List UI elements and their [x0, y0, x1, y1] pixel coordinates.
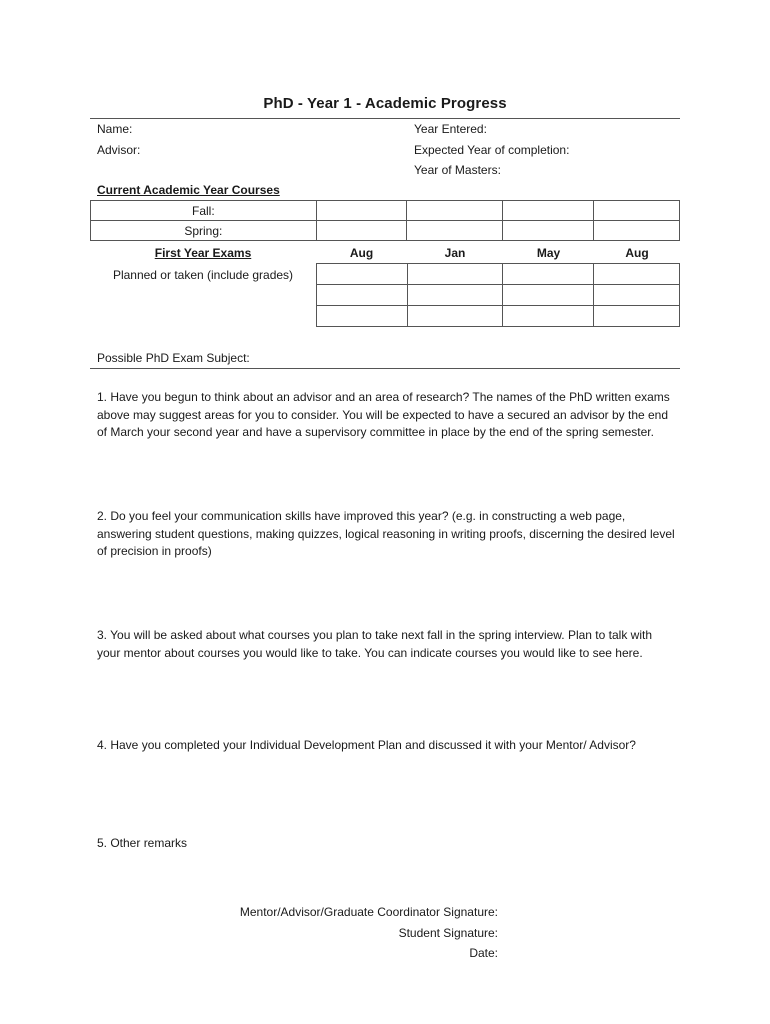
- exam-cell[interactable]: [317, 306, 408, 327]
- course-row-label-fall: Fall:: [91, 201, 317, 221]
- student-signature-label: Student Signature:: [398, 926, 498, 940]
- exam-cell[interactable]: [407, 285, 503, 306]
- exams-heading: First Year Exams: [154, 246, 252, 260]
- question-5: 5. Other remarks: [97, 836, 188, 850]
- course-cell[interactable]: [316, 221, 407, 241]
- date-label: Date:: [469, 946, 498, 960]
- exam-subject-divider: [90, 368, 680, 369]
- exam-column-may: May: [536, 246, 561, 260]
- question-3: 3. You will be asked about what courses you plan to take next fall in the spring interview. Plan to talk with your mentor about courses you would like to take. You can indicate courses you would like to see here.: [97, 628, 652, 660]
- table-row: [317, 285, 680, 306]
- table-row: [317, 306, 680, 327]
- courses-heading: Current Academic Year Courses: [97, 183, 280, 197]
- exam-cell[interactable]: [407, 306, 503, 327]
- course-cell[interactable]: [594, 201, 680, 221]
- advisor-label: Advisor:: [97, 143, 141, 157]
- name-label: Name:: [97, 122, 133, 136]
- exam-cell[interactable]: [317, 264, 408, 285]
- exam-column-aug: Aug: [349, 246, 374, 260]
- exams-table: [316, 263, 680, 327]
- course-cell[interactable]: [316, 201, 407, 221]
- course-row-label-spring: Spring:: [91, 221, 317, 241]
- table-row: [317, 264, 680, 285]
- question-1: 1. Have you begun to think about an advisor and an area of research? The names of the PhD written exams above may suggest areas for you to consider. You will be expected to have a secured an advisor by the end of March your second year and have a supervisory committee in place by the end of the spring semester.: [97, 390, 670, 440]
- courses-table: [90, 200, 680, 241]
- exam-cell[interactable]: [594, 306, 680, 327]
- course-cell[interactable]: [503, 221, 594, 241]
- page-title: PhD - Year 1 - Academic Progress: [263, 95, 507, 112]
- course-cell[interactable]: [407, 201, 503, 221]
- exam-column-jan: Jan: [444, 246, 466, 260]
- table-row: [91, 201, 680, 221]
- exam-cell[interactable]: [503, 306, 594, 327]
- exam-cell[interactable]: [503, 264, 594, 285]
- exam-column-aug-2: Aug: [625, 246, 649, 260]
- question-4: 4. Have you completed your Individual Development Plan and discussed it with your Mentor/ Advisor?: [97, 738, 636, 752]
- exam-cell[interactable]: [317, 285, 408, 306]
- exam-subject-label: Possible PhD Exam Subject:: [97, 351, 250, 365]
- table-row: [91, 221, 680, 241]
- expected-completion-label: Expected Year of completion:: [414, 143, 570, 157]
- exam-cell[interactable]: [503, 285, 594, 306]
- exam-cell[interactable]: [594, 264, 680, 285]
- year-of-masters-label: Year of Masters:: [414, 163, 501, 177]
- course-cell[interactable]: [407, 221, 503, 241]
- mentor-signature-label: Mentor/Advisor/Graduate Coordinator Signature:: [239, 905, 498, 919]
- exam-header-row: [90, 246, 680, 262]
- question-2: 2. Do you feel your communication skills have improved this year? (e.g. in constructing a web page, answering student questions, making quizzes, logical reasoning in writing proofs, discerning the desired level of precision in proofs): [97, 509, 675, 559]
- exam-cell[interactable]: [407, 264, 503, 285]
- course-cell[interactable]: [503, 201, 594, 221]
- year-entered-label: Year Entered:: [414, 122, 487, 136]
- course-cell[interactable]: [594, 221, 680, 241]
- exam-cell[interactable]: [594, 285, 680, 306]
- planned-label: Planned or taken (include grades): [112, 268, 294, 282]
- title-divider: [90, 118, 680, 119]
